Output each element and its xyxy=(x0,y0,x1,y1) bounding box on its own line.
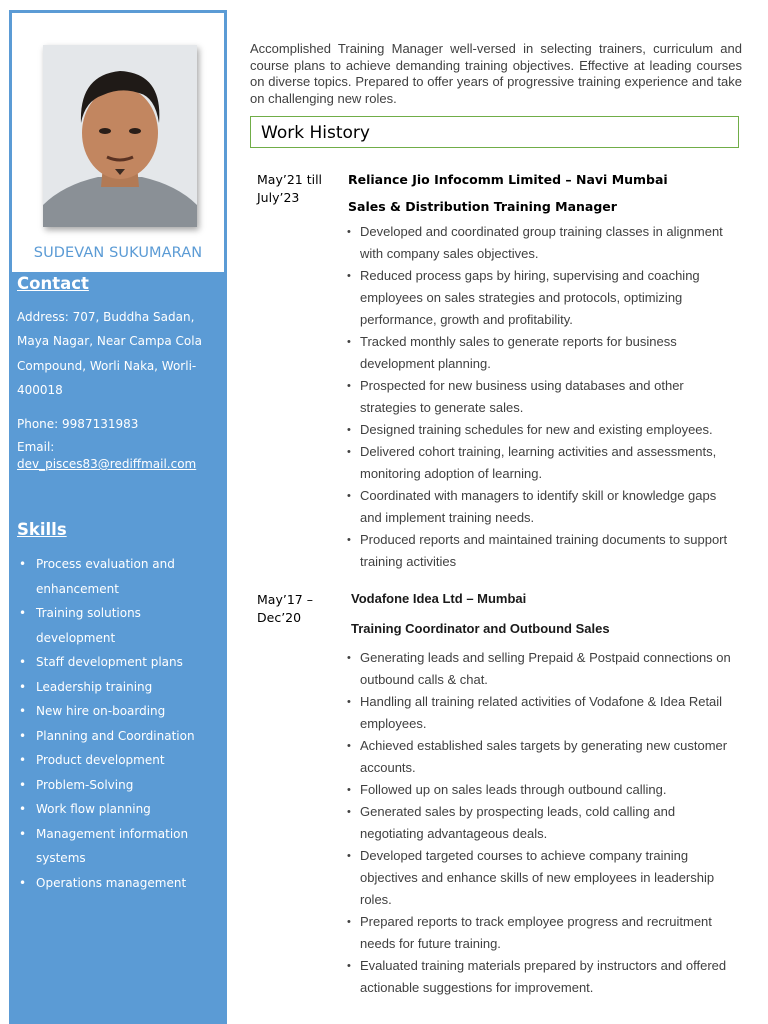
job-bullet: • Achieved established sales targets by generating new customer accounts. xyxy=(345,735,740,779)
profile-photo xyxy=(43,45,197,227)
job-date: Dec’20 xyxy=(257,610,302,625)
job-company: Vodafone Idea Ltd – Mumbai xyxy=(351,591,527,606)
contact-heading: Contact xyxy=(17,274,89,293)
job-company: Reliance Jio Infocomm Limited – Navi Mumbai xyxy=(348,172,668,187)
skills-heading: Skills xyxy=(17,520,67,539)
skill-item: • Product development xyxy=(17,748,222,773)
address-line: Maya Nagar, Near Campa Cola xyxy=(17,334,202,348)
job-bullet: • Reduced process gaps by hiring, supervising and coaching employees on sales strategies and protocols, optimizing performance, growth and profitability. xyxy=(345,265,740,331)
job-bullet: • Generating leads and selling Prepaid & Postpaid connections on outbound calls & chat. xyxy=(345,647,740,691)
job-bullet: • Developed and coordinated group training classes in alignment with company sales objectives. xyxy=(345,221,740,265)
work-history-heading: Work History xyxy=(261,123,370,143)
job-bullet: • Tracked monthly sales to generate reports for business development planning. xyxy=(345,331,740,375)
skill-item: • Leadership training xyxy=(17,675,222,700)
job-bullet: • Generated sales by prospecting leads, cold calling and negotiating advantageous deals. xyxy=(345,801,740,845)
job-date: July’23 xyxy=(257,190,300,205)
job-role: Sales & Distribution Training Manager xyxy=(348,199,617,214)
job-bullet: • Developed targeted courses to achieve company training objectives and enhance skills of new employees in leadership roles. xyxy=(345,845,740,911)
work-history-heading-box xyxy=(250,116,739,148)
job-bullet: • Produced reports and maintained training documents to support training activities xyxy=(345,529,740,573)
skill-item: • Staff development plans xyxy=(17,650,222,675)
profile-name: SUDEVAN SUKUMARAN xyxy=(33,245,203,261)
skill-item: • Management information systems xyxy=(17,822,222,871)
job-bullet: • Prospected for new business using databases and other strategies to generate sales. xyxy=(345,375,740,419)
job-bullet: • Handling all training related activities of Vodafone & Idea Retail employees. xyxy=(345,691,740,735)
address-line: 400018 xyxy=(17,383,63,397)
job-bullet: • Coordinated with managers to identify skill or knowledge gaps and implement training needs. xyxy=(345,485,740,529)
phone-text: Phone: 9987131983 xyxy=(17,417,139,431)
email-link[interactable]: dev_pisces83@rediffmail.com xyxy=(17,457,197,471)
skill-item: • Operations management xyxy=(17,871,222,896)
profile-summary: Accomplished Training Manager well-versed in selecting trainers, curriculum and course plans to achieve demanding training objectives. Effective at leading courses on diverse topics. Prepared to offer years of progressive training experience and take on challenging new roles. xyxy=(250,41,742,106)
email-label: Email: xyxy=(17,440,55,454)
person-avatar-icon xyxy=(43,45,197,227)
job-date: May’21 till xyxy=(257,172,323,187)
job-bullet: • Evaluated training materials prepared by instructors and offered actionable suggestions for improvement. xyxy=(345,955,740,999)
address-line: Compound, Worli Naka, Worli- xyxy=(17,359,197,373)
skill-item: • New hire on-boarding xyxy=(17,699,222,724)
skill-item: • Planning and Coordination xyxy=(17,724,222,749)
job-bullet: • Followed up on sales leads through outbound calling. xyxy=(345,779,740,801)
skill-item: • Work flow planning xyxy=(17,797,222,822)
job-bullet: • Prepared reports to track employee progress and recruitment needs for future training. xyxy=(345,911,740,955)
job-bullet: • Designed training schedules for new and existing employees. xyxy=(345,419,740,441)
skills-list xyxy=(17,552,222,895)
job-role: Training Coordinator and Outbound Sales xyxy=(351,621,610,636)
address-line: Address: 707, Buddha Sadan, xyxy=(17,310,195,324)
job-date: May’17 – xyxy=(257,592,313,607)
job-bullets xyxy=(345,221,740,573)
job-bullets xyxy=(345,647,740,999)
skill-item: • Process evaluation and enhancement xyxy=(17,552,222,601)
skill-item: • Training solutions development xyxy=(17,601,222,650)
sidebar xyxy=(9,10,227,1024)
skill-item: • Problem-Solving xyxy=(17,773,222,798)
profile-card xyxy=(12,13,224,272)
job-bullet: • Delivered cohort training, learning activities and assessments, monitoring adoption of learning. xyxy=(345,441,740,485)
